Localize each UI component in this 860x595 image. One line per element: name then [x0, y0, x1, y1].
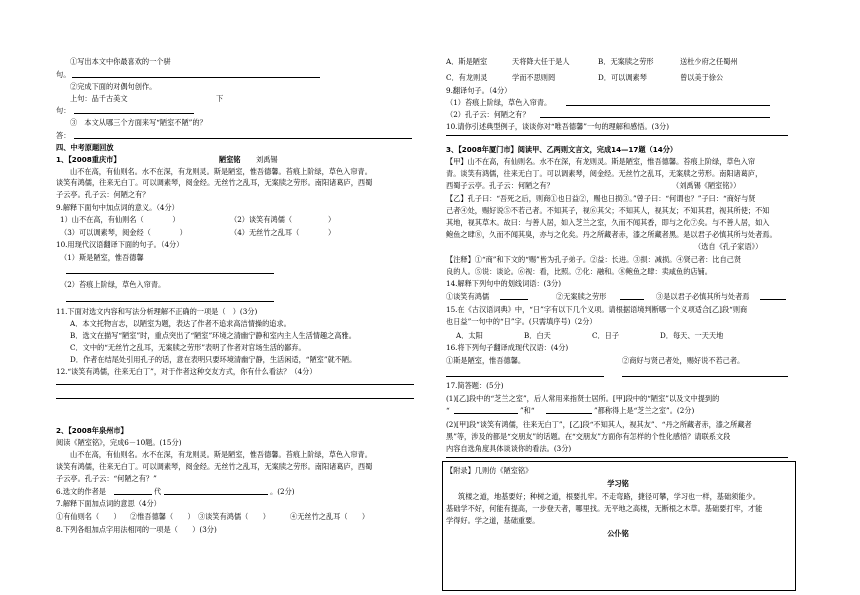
option-line: 学而不思则罔	[512, 73, 556, 82]
passage-line: 山不在高，有仙则名。水不在深，有龙则灵。斯是陋室，惟吾德馨。苔痕上阶绿，草色入帘青。	[70, 167, 372, 176]
note-line: 良的人。⑤说：谈论。⑥视：看，比照。⑦化：融和。⑧鲍鱼之肆：卖咸鱼的店铺。	[446, 267, 712, 276]
option-line: 天将降大任于是人	[512, 57, 570, 66]
option-line: D．每天、一天天地	[660, 331, 724, 340]
answer-line	[566, 105, 770, 106]
option-line: A．太阳	[456, 331, 483, 340]
option-line: B．白天	[524, 331, 551, 340]
passage-source: （选自《孔子家语》）	[694, 242, 763, 251]
answer-line	[72, 77, 320, 78]
appendix-line: 筑楼之道，地基要好；种树之道，根要扎牢。不走弯路，捷径可攀，学习也一样，基础须能少。	[458, 492, 760, 501]
section-heading: 四、中考原题回放	[56, 143, 114, 152]
question-line: 8.下列各组加点字用法相同的一项是（ ）(3分)	[56, 525, 217, 534]
answer-line	[500, 299, 528, 300]
question-line: ②无案牍之劳形	[556, 292, 607, 301]
passage-line: 子云亭。孔子云：“何陋之有？”	[56, 474, 157, 483]
question-line: ”都称得上是“芝兰之室”。(2分)	[594, 406, 695, 415]
answer-line	[446, 457, 788, 458]
question-line: （4）无丝竹之乱耳（ ）	[230, 228, 336, 237]
option-line: B．无案牍之劳形	[598, 57, 654, 66]
option-line: D．作者在结尾处引用孔子的话，意在表明只要环境清幽宁静，生活闲适，“陋室”就不陋。	[70, 355, 357, 364]
note-line: 【注释】①“商”和下文的“赐”皆为孔子弟子。②益：长进。③损：减损。④贤己者：比自己贤	[446, 255, 742, 264]
left-line: 下	[216, 94, 224, 103]
passage-line: 【乙】孔子曰：“吾死之后，则商①也日益②，赐也日损③。”曾子曰：“何谓也？”子曰：“商好与贤	[446, 194, 756, 203]
option-line: C．日子	[592, 331, 620, 340]
passage-author: 刘禹锡	[256, 155, 278, 164]
answer-line	[56, 384, 414, 385]
question-line: 9.翻译句子。（4分）	[446, 86, 512, 95]
answer-line	[620, 299, 644, 300]
question-line: 17.简答题：(5分)	[446, 381, 504, 390]
question-line: （1）苔痕上阶绿，草色入帘青。	[446, 98, 552, 107]
option-line: 曾以美于徐公	[680, 73, 724, 82]
answer-line	[56, 398, 414, 399]
answer-line	[454, 413, 518, 414]
question-line: ②惟吾德馨（ ）	[130, 512, 195, 521]
answer-line	[540, 117, 770, 118]
question-line: 10.请你引述典型例子，谈谈你对“唯吾德馨”一句的理解和感悟。(3分)	[446, 122, 670, 131]
appendix-title: 公仆铭	[607, 529, 629, 538]
passage-title: 陋室铭	[219, 155, 241, 164]
question-line: ①谈笑有鸿儒	[446, 292, 490, 301]
option-line: 送杜少府之任蜀州	[680, 57, 738, 66]
option-line: D．可以调素琴	[598, 73, 647, 82]
question-line: 代	[154, 487, 162, 496]
question-line: 1）山不在高，有仙则名（ ）	[60, 215, 180, 224]
left-line: ①写出本文中你最喜欢的一个骈	[70, 57, 171, 66]
question-line: 10.用现代汉语翻译下面的句子。（4分）	[56, 240, 184, 249]
question-line: ①斯是陋室，惟吾德馨。	[446, 356, 526, 365]
answer-line	[74, 138, 412, 139]
question-line: 16.将下列句子翻译成现代汉语：(4分)	[446, 343, 569, 352]
left-line: 上句：品千古美文	[70, 94, 128, 103]
question-line: ②商好与贤己者处，赐好说不若己者。	[622, 356, 745, 365]
question-line: 12.“谈笑有鸿儒，往来无白丁”，对于作者这种交友方式，你有什么看法？（4分）	[56, 367, 317, 376]
passage-source: （刘禹锡《陋室铭》）	[672, 181, 741, 190]
question-line: （1）斯是陋室，惟吾德馨	[60, 253, 144, 262]
answer-line	[446, 376, 604, 377]
answer-line	[622, 376, 788, 377]
question-line: 也日益”一句中的“日”字。(只需填序号)（2分）	[446, 317, 597, 326]
left-line: 答：	[56, 131, 71, 140]
passage-line: 鲍鱼之肆⑧，久而不闻其臭，亦与之化矣。丹之所藏者赤，漆之所藏者黑。是以君子必慎其所与处者焉。	[446, 230, 777, 239]
answer-line	[446, 135, 788, 136]
passage-line: 谈笑有鸿儒，往来无白丁。可以调素琴，阅金经。无丝竹之乱耳，无案牍之劳形。南阳诸葛庐，西蜀	[56, 462, 373, 471]
question-line: （2）苔痕上阶绿，草色入帘青。	[60, 280, 166, 289]
appendix-title: 学习铭	[607, 479, 629, 488]
question-line: （3）可以调素琴，阅金经（ ）	[60, 228, 187, 237]
appendix-line: 基础学不好，何能有提高，一步登天者，哪里找。无平地之高楼，无断根之木草。基础要打牢，才能	[446, 504, 763, 513]
question-line: 内容自选角度具体谈谈你的看法。(3分)	[446, 444, 572, 453]
passage-line: 己者④处，赐好说⑤不若己者。不知其子，视⑥其父；不知其人，视其友；不知其君，视其所使；不知	[446, 206, 770, 215]
question-line: 15.在《古汉语词典》中，“日”字有以下几个义项。请根据语境判断哪一个义项适合[乙]段“则商	[446, 305, 748, 314]
passage-line: 其地，视其草木。故曰：与善人居，如入芝兰之室，久而不闻其香，即与之化⑦矣。与不善人居，如入	[446, 218, 770, 227]
question-line: ①有仙则名（ ）	[56, 512, 121, 521]
left-line: ②完成下面的对偶句创作。	[70, 82, 157, 91]
question-line: 14.解释下列句中的划线词语：(3分)	[446, 279, 562, 288]
answer-line	[74, 113, 194, 114]
passage-line: 子云亭。孔子云：何陋之有？	[56, 190, 150, 199]
question-line: ④无丝竹之乱耳（ ）	[290, 512, 370, 521]
passage-line: 西蜀子云亭。孔子云：何陋之有？	[446, 181, 554, 190]
question-line: “	[446, 406, 450, 415]
answer-line	[66, 273, 274, 274]
passage-line: 谈笑有鸿儒，往来无白丁。可以调素琴，阅金经。无丝竹之乱耳，无案牍之劳形。南阳诸葛庐，西蜀	[56, 178, 373, 187]
question-line: ③谈笑有鸿儒（ ）	[198, 512, 270, 521]
question-line: 7.解释下面加点词的意思（4分）	[56, 499, 161, 508]
question-line: 阅读《陋室铭》，完成6－10题。(15分)	[56, 438, 182, 447]
left-line: 句。	[56, 70, 71, 79]
question-line: 6.选文的作者是	[56, 487, 106, 496]
passage-line: 山不在高，有仙则名。水不在深，有龙则灵。斯是陋室，惟吾德馨。苔痕上阶绿，草色入帘青。	[70, 450, 372, 459]
answer-line	[546, 413, 592, 414]
left-line: 句：	[56, 106, 71, 115]
answer-line	[66, 301, 274, 302]
answer-line	[760, 299, 786, 300]
question-line: ”和“	[520, 406, 535, 415]
question-line: 9.解释下面句中加点词的意义。（4分）	[56, 203, 179, 212]
question-line: （2）孔子云：何陋之有？	[446, 110, 530, 119]
option-line: A．本文托物言志，以陋室为题，表达了作者不追求高洁情操的追求。	[70, 319, 291, 328]
option-line: C．文中的“无丝竹之乱耳，无案牍之劳形”表明了作者对官场生活的鄙弃。	[70, 343, 306, 352]
passage-line: 【甲】山不在高，有仙则名。水不在深，有龙则灵。斯是陋室，惟吾德馨。苔痕上阶绿，草色入帘	[446, 157, 756, 166]
option-line: A．斯是陋室	[446, 57, 488, 66]
question-line: (2)[甲]段“谈笑有鸿儒，往来无白丁”，[乙]段“不知其人，视其友”、“丹之所藏者赤，漆之所藏者	[446, 420, 752, 429]
passage-line: 青。谈笑有鸿儒，往来无白丁。可以调素琴，阅金经。无丝竹之乱耳，无案牍之劳形。南阳诸葛庐，	[446, 169, 763, 178]
question-line: 11.下面对选文内容和写法分析理解不正确的一项是（ ）(3分)	[56, 307, 258, 316]
answer-line	[164, 494, 268, 495]
question-line: （2）谈笑有鸿儒（ ）	[230, 215, 336, 224]
question-line: ③是以君子必慎其所与处者焉	[656, 292, 750, 301]
question-heading: 3、【2008年厦门市】阅读甲、乙两则文言文，完成14—17题（14分）	[446, 145, 678, 154]
appendix-heading: 【附录】几则仿《陋室铭》	[446, 466, 533, 475]
left-line: ③ 本文从哪三个方面来写“陋室不陋”的？	[70, 118, 207, 127]
answer-line	[114, 494, 152, 495]
question-line: (1)[乙]段中的“芝兰之室”，后人常用来指贤士居所。[甲]段中的“陋室”以及文中提到的	[446, 394, 720, 403]
question-line: 黑”等，涉及的都是“交朋友”的话题。在“交朋友”方面你有怎样的个性化感悟？请联系文段	[446, 432, 731, 441]
option-line: C．有龙则灵	[446, 73, 488, 82]
question-line: 。(2分)	[270, 487, 295, 496]
question-heading: 2、【2008年泉州市】	[56, 426, 128, 435]
appendix-line: 学得好。学之道，基础重要。	[446, 516, 540, 525]
option-line: B．选文在描写“陋室”时，重点突出了“陋室”环境之清幽宁静和室内主人生活情趣之高雅。	[70, 331, 356, 340]
question-heading: 1、【2008重庆市】	[56, 155, 121, 164]
